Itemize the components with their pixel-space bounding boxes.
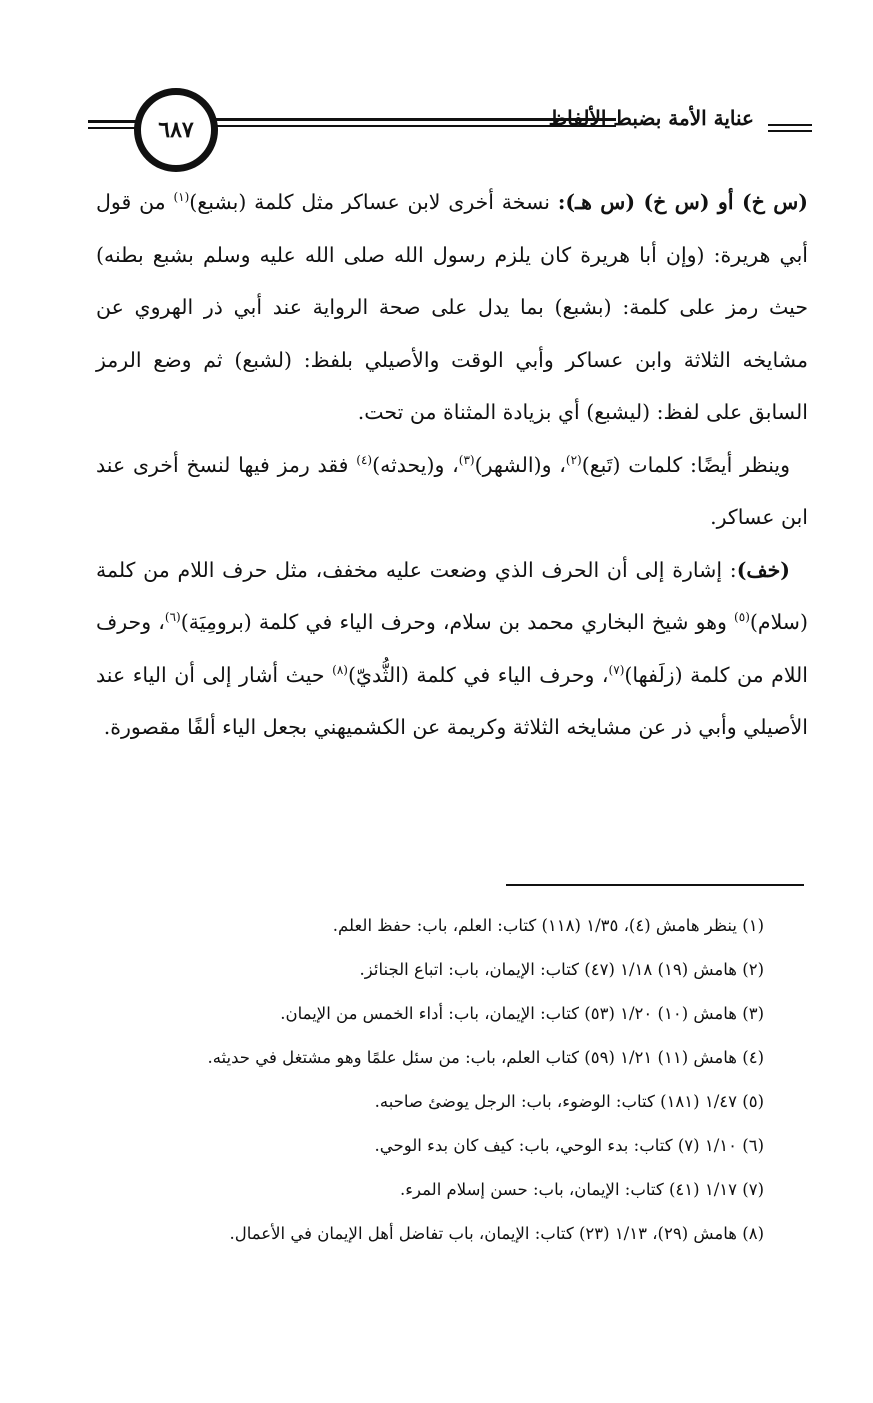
footnote-6: (٦) ١/١٠ (٧) كتاب: بدء الوحي، باب: كيف كان بدء الوحي. [374,1136,764,1155]
running-title: عناية الأمة بضبط الألفاظ [548,106,754,130]
footnotes [96,904,808,1256]
header-rule-far-right-2 [768,130,812,132]
text-run: حيث أشار إلى أن الياء عند الأصيلي وأبي ذر عن مشايخه الثلاثة وكريمة عن الكشميهني بجعل الياء ألفًا مقصورة. [96,662,808,739]
footnote-divider [506,884,804,886]
footnote-ref[interactable]: (٤) [356,452,373,467]
text-run: ، و(يحدثه) [372,452,459,477]
footnote-1: (١) ينظر هامش (٤)، ١/٣٥ (١١٨) كتاب: العلم، باب: حفظ العلم. [332,916,764,935]
footnote-2: (٢) هامش (١٩) ١/١٨ (٤٧) كتاب: الإيمان، باب: اتباع الجنائز. [359,960,764,979]
footnote-3: (٣) هامش (١٠) ١/٢٠ (٥٣) كتاب: الإيمان، باب: أداء الخمس من الإيمان. [280,1004,764,1023]
text-run: وينظر أيضًا: كلمات (تَبع) [581,452,790,477]
page-number: ٦٨٧ [158,117,194,143]
text-run: من قول أبي هريرة: (وإن أبا هريرة كان يلزم رسول الله صلى الله عليه وسلم بشبع بطنه) حيث رمز على كلمة: (بشبع) بما يدل على صحة الرواية عند أبي ذر الهروي عن مشايخه الثلاثة وابن عساكر وأبي الوقت والأصيلي بلفظ: (لشبع) ثم وضع الرمز السابق على لفظ: (ليشبع) أي بزيادة المثناة من تحت. [96,190,808,424]
footnote-ref[interactable]: (٧) [608,662,625,677]
footnote-ref[interactable]: (٨) [332,662,348,677]
footnote-ref[interactable]: (٢) [565,452,582,467]
footnote-ref[interactable]: (٣) [458,452,475,467]
paragraph-1 [96,176,808,439]
footnote-ref[interactable]: (٦) [164,610,181,625]
text-run: وهو شيخ البخاري محمد بن سلام، وحرف الياء في كلمة (برومِيَة) [180,610,735,634]
text-run: : إشارة إلى أن الحرف الذي وضعت عليه مخفف، مثل حرف اللام من كلمة (سلام) [96,557,808,634]
footnote-7: (٧) ١/١٧ (٤١) كتاب: الإيمان، باب: حسن إسلام المرء. [400,1180,764,1199]
footnote-8: (٨) هامش (٢٩)، ١/١٣ (٢٣) كتاب: الإيمان، باب تفاضل أهل الإيمان في الأعمال. [229,1224,764,1243]
text-run: ، وحرف الياء في كلمة (الثُّديّ) [347,662,609,687]
page-header [88,88,818,180]
footnote-5: (٥) ١/٤٧ (١٨١) كتاب: الوضوء، باب: الرجل يوضئ صاحبه. [374,1092,764,1111]
text-run: فقد رمز فيها لنسخ أخرى عند ابن عساكر. [96,452,808,529]
header-rule-far-right [768,124,812,126]
main-text [96,176,808,754]
footnote-ref[interactable]: (٥) [734,610,750,625]
page-number-badge [134,88,218,172]
footnote-ref[interactable]: (١) [173,190,190,205]
paragraph-2 [96,439,808,544]
symbol-term: (س خ) أو (س خ) (س هـ): [557,190,809,214]
symbol-term: (خف) [736,557,790,582]
text-run: ، و(الشهر) [474,452,566,477]
footnote-4: (٤) هامش (١١) ١/٢١ (٥٩) كتاب العلم، باب: من سئل علمًا وهو مشتغل في حديثه. [207,1048,764,1067]
text-run: ، وحرف اللام من كلمة (زلَفها) [96,610,808,687]
text-run: نسخة أخرى لابن عساكر مثل كلمة (بشبع) [189,190,558,214]
paragraph-3 [96,544,808,754]
